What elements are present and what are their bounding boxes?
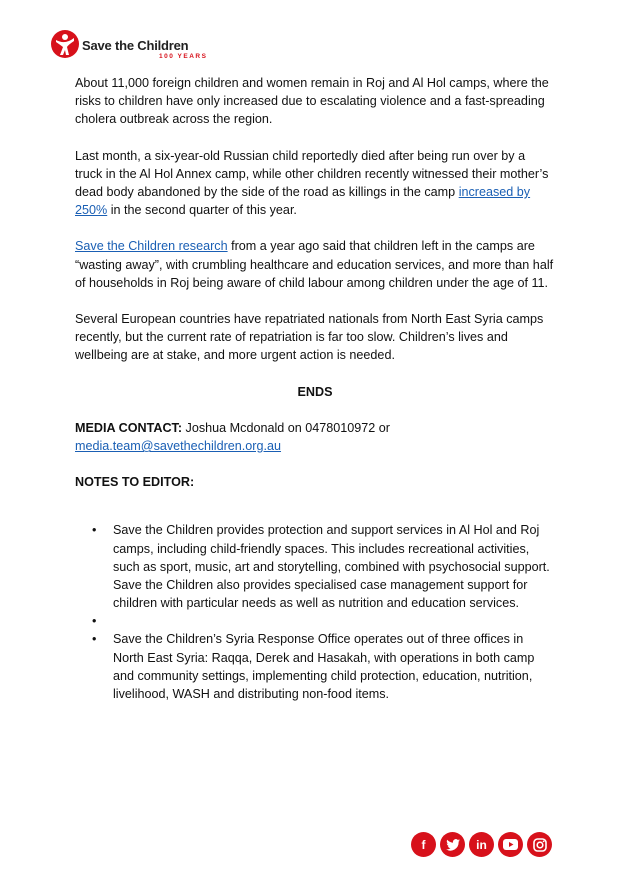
list-item <box>75 612 555 630</box>
media-contact <box>75 419 555 455</box>
press-release-body <box>75 74 555 703</box>
media-contact-text: Joshua Mcdonald on 0478010972 or <box>182 420 391 435</box>
media-email-link[interactable]: media.team@savethechildren.org.au <box>75 439 282 454</box>
youtube-icon[interactable] <box>498 832 523 857</box>
paragraph-2-tail: in the second quarter of this year. <box>107 203 297 218</box>
brand-name: Save the Children <box>82 38 189 53</box>
paragraph-2 <box>75 147 555 220</box>
list-item: • Save the Children provides protection and support services in Al Hol and Roj camps, including child-friendly spaces. This includes recreational activities, such as sport, music, art and storytelling, combined with psychosocial support. Save the Children also provides specialised case management support for children with particular needs as well as nutrition and education services. <box>75 521 555 612</box>
linkedin-icon[interactable]: in <box>469 832 494 857</box>
twitter-icon[interactable] <box>440 832 465 857</box>
notes-title: NOTES TO EDITOR: <box>75 475 195 490</box>
social-links <box>411 832 552 857</box>
increased-by-250-link[interactable]: increased by 250% <box>75 185 531 218</box>
paragraph-4: Several European countries have repatriated nationals from North East Syria camps recently, but the current rate of repatriation is far too slow. Children’s lives and wellbeing are at stake, and more urgent action is needed. <box>75 312 544 363</box>
ends-marker: ENDS <box>297 384 333 399</box>
research-link[interactable]: Save the Children research <box>75 239 228 254</box>
facebook-icon[interactable]: f <box>411 832 436 857</box>
list-item: • Save the Children’s Syria Response Office operates out of three offices in North East Syria: Raqqa, Derek and Hasakah, with operations in both camp and community settings, implementing child protection, education, nutrition, livelihood, WASH and distributing non-food items. <box>75 630 555 703</box>
notes-list <box>75 521 555 703</box>
paragraph-3 <box>75 237 555 292</box>
paragraph-1: About 11,000 foreign children and women remain in Roj and Al Hol camps, where the risks to children have only increased due to escalating violence and a fast-spreading cholera outbreak across the region. <box>75 76 549 127</box>
media-contact-label: MEDIA CONTACT: <box>75 420 183 435</box>
paragraph-2-text: Last month, a six-year-old Russian child reportedly died after being run over by a truck in the Al Hol Annex camp, while other children recently witnessed their mother’s dead body abandoned by the side of the road as killings in the camp <box>75 148 549 200</box>
paragraph-3-text: from a year ago said that children left in the camps are “wasting away”, with crumbling healthcare and education services, and more than half of households in Roj being aware of child labour among children under the age of 11. <box>75 239 554 290</box>
instagram-icon[interactable] <box>527 832 552 857</box>
brand-tagline: 100 YEARS <box>159 53 208 60</box>
save-the-children-logo-icon <box>50 29 80 59</box>
